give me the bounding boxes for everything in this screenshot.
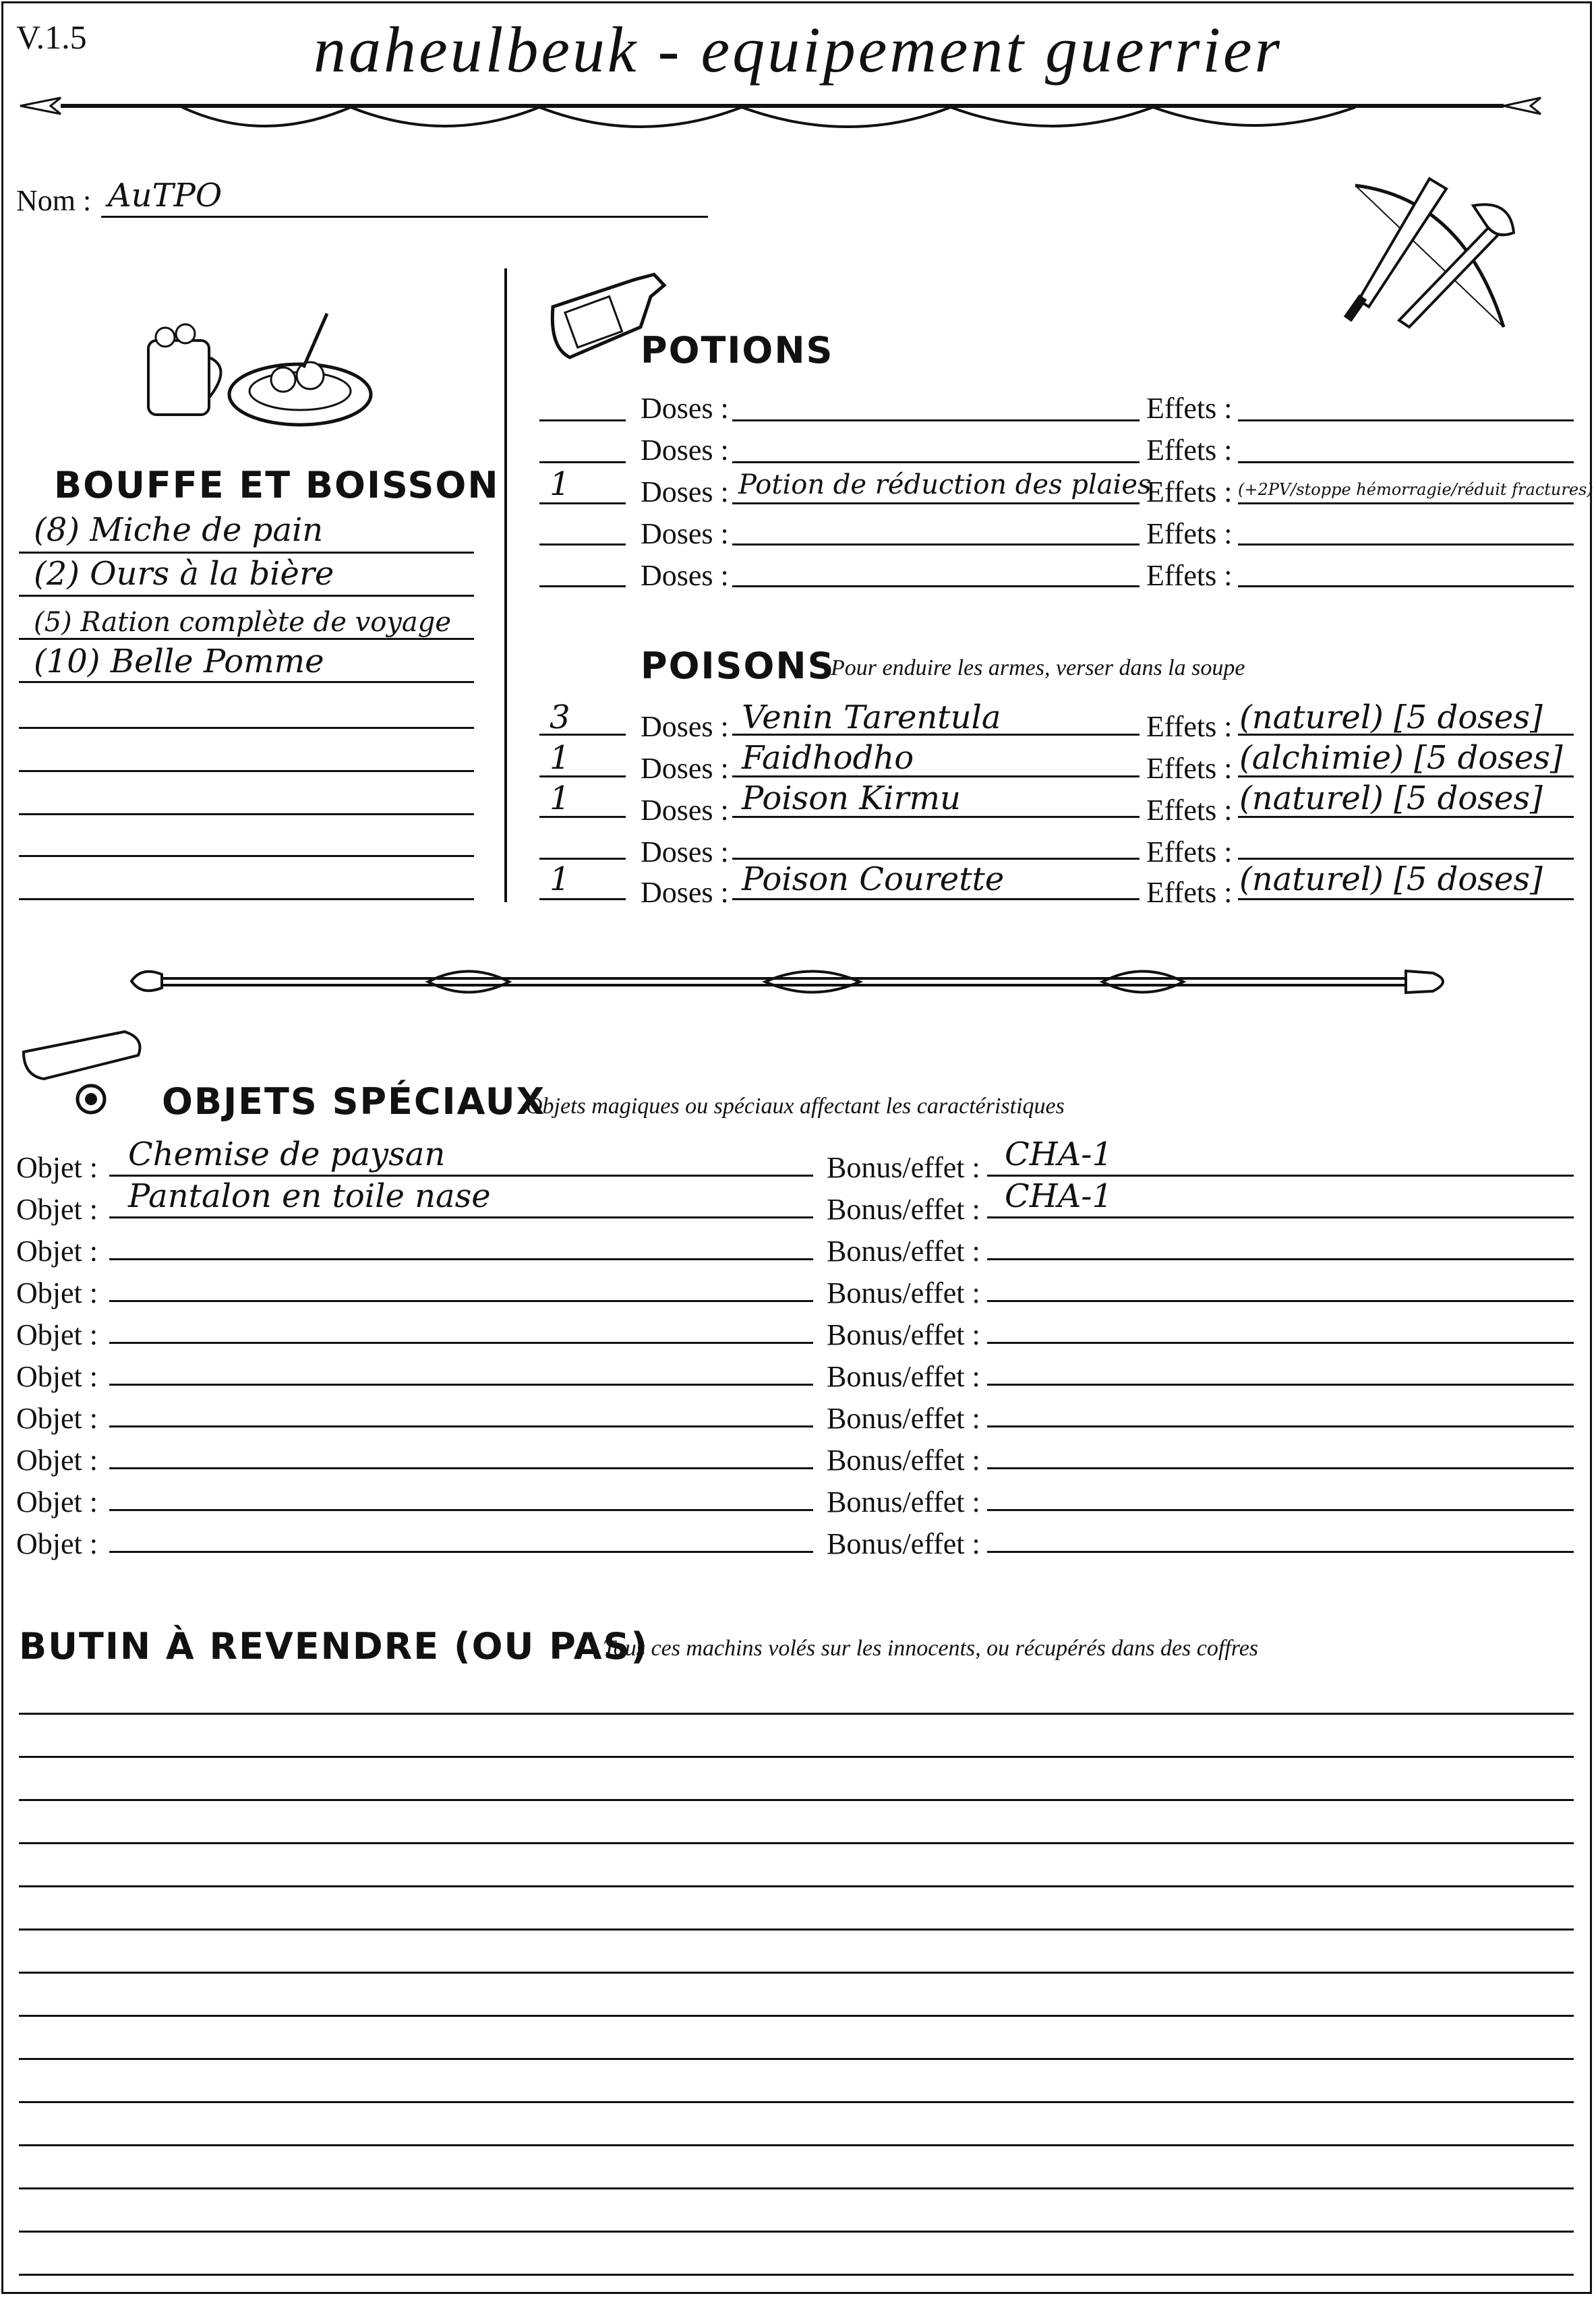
- butin-line[interactable]: [19, 2101, 1574, 2103]
- objet-name-line: [109, 1384, 813, 1386]
- poison-name-line: [732, 898, 1140, 900]
- objet-name-line: [109, 1551, 813, 1553]
- potion-effect-line: [1238, 461, 1574, 463]
- objet-name-line: [109, 1216, 813, 1218]
- butin-line[interactable]: [19, 2058, 1574, 2060]
- poison-qty[interactable]: 3: [550, 699, 570, 736]
- objet-label: Objet :: [16, 1527, 98, 1560]
- butin-line[interactable]: [19, 1842, 1574, 1844]
- bonus-label: Bonus/effet :: [827, 1485, 980, 1519]
- poison-effect-line: [1238, 816, 1574, 818]
- page-title: naheulbeuk - equipement guerrier: [314, 13, 1282, 86]
- poison-qty[interactable]: 1: [550, 779, 570, 817]
- staff-divider-icon: [125, 954, 1473, 1008]
- potion-name[interactable]: Potion de réduction des plaies: [738, 469, 1152, 500]
- poison-doses-label: Doses :: [641, 876, 729, 909]
- column-divider: [504, 268, 507, 902]
- poison-name-line: [732, 775, 1140, 777]
- butin-line[interactable]: [19, 1972, 1574, 1974]
- potion-effect-line: [1238, 585, 1574, 587]
- objet-bonus-line: [987, 1175, 1574, 1177]
- poison-effets-label: Effets :: [1146, 710, 1233, 743]
- potion-name-line: [732, 461, 1140, 463]
- poison-name-line: [732, 816, 1140, 818]
- potion-doses-label: Doses :: [641, 559, 729, 592]
- objets-title: OBJETS SPÉCIAUX: [162, 1080, 546, 1123]
- poison-effets-label: Effets :: [1146, 794, 1233, 827]
- bouffe-line: [19, 681, 474, 683]
- objet-name-line: [109, 1467, 813, 1469]
- potion-name-line: [732, 585, 1140, 587]
- potion-doses-label: Doses :: [641, 392, 729, 425]
- poison-effect[interactable]: (naturel) [5 doses]: [1239, 779, 1543, 817]
- potion-effect[interactable]: (+2PV/stoppe hémorragie/réduit fractures): [1238, 480, 1593, 499]
- potion-qty-line: [539, 461, 626, 463]
- objet-label: Objet :: [16, 1485, 98, 1519]
- objets-subtitle: Objets magiques ou spéciaux affectant les caractéristiques: [526, 1094, 1065, 1119]
- potion-doses-label: Doses :: [641, 475, 729, 508]
- potion-effets-label: Effets :: [1146, 434, 1233, 467]
- poison-qty[interactable]: 1: [550, 860, 570, 898]
- poison-effect-line: [1238, 858, 1574, 860]
- bouffe-item[interactable]: (2) Ours à la bière: [34, 555, 334, 593]
- poison-name[interactable]: Poison Kirmu: [742, 779, 961, 817]
- nom-label: Nom :: [16, 184, 92, 217]
- butin-line[interactable]: [19, 1799, 1574, 1801]
- poison-effect-line: [1238, 734, 1574, 736]
- poison-name[interactable]: Venin Tarentula: [742, 699, 1001, 736]
- potion-qty-line: [539, 543, 626, 546]
- objet-bonus-line: [987, 1384, 1574, 1386]
- butin-line[interactable]: [19, 2187, 1574, 2189]
- potion-doses-label: Doses :: [641, 434, 729, 467]
- poison-effect[interactable]: (alchimie) [5 doses]: [1239, 739, 1563, 777]
- bouffe-item[interactable]: (5) Ration complète de voyage: [34, 607, 452, 638]
- poison-name-line: [732, 734, 1140, 736]
- potion-name-line: [732, 419, 1140, 421]
- potion-effect-line: [1238, 543, 1574, 546]
- bonus-label: Bonus/effet :: [827, 1151, 980, 1184]
- potion-name-line: [732, 502, 1140, 504]
- potion-qty-line: [539, 419, 626, 421]
- poison-effect-line: [1238, 898, 1574, 900]
- bonus-label: Bonus/effet :: [827, 1276, 980, 1309]
- poison-effets-label: Effets :: [1146, 876, 1233, 909]
- objet-label: Objet :: [16, 1318, 98, 1351]
- objet-name[interactable]: Pantalon en toile nase: [128, 1177, 491, 1215]
- poison-effect[interactable]: (naturel) [5 doses]: [1239, 699, 1543, 736]
- food-plate-icon: [138, 300, 374, 435]
- poison-effets-label: Effets :: [1146, 752, 1233, 785]
- poison-effect[interactable]: (naturel) [5 doses]: [1239, 860, 1543, 898]
- bonus-label: Bonus/effet :: [827, 1527, 980, 1560]
- butin-line[interactable]: [19, 2231, 1574, 2233]
- poison-qty-line: [539, 858, 626, 860]
- bouffe-item[interactable]: (8) Miche de pain: [34, 511, 324, 549]
- bonus-label: Bonus/effet :: [827, 1402, 980, 1435]
- objet-label: Objet :: [16, 1193, 98, 1226]
- bouffe-line: [19, 898, 474, 900]
- objet-bonus[interactable]: CHA-1: [1005, 1136, 1113, 1173]
- butin-title: BUTIN À REVENDRE (OU PAS): [19, 1625, 649, 1668]
- bonus-label: Bonus/effet :: [827, 1235, 980, 1268]
- poisons-title: POISONS: [641, 645, 835, 687]
- poison-effect-line: [1238, 775, 1574, 777]
- bouffe-title: BOUFFE ET BOISSON: [54, 464, 500, 506]
- poison-qty-line: [539, 734, 626, 736]
- objet-label: Objet :: [16, 1402, 98, 1435]
- scroll-ring-icon: [17, 1025, 152, 1126]
- potion-effets-label: Effets :: [1146, 392, 1233, 425]
- butin-line[interactable]: [19, 1756, 1574, 1758]
- poison-effets-label: Effets :: [1146, 835, 1233, 868]
- butin-line[interactable]: [19, 1713, 1574, 1715]
- poison-doses-label: Doses :: [641, 794, 729, 827]
- objet-bonus-line: [987, 1551, 1574, 1553]
- bouffe-line: [19, 855, 474, 857]
- bouffe-line: [19, 770, 474, 772]
- objet-bonus-line: [987, 1342, 1574, 1344]
- poison-doses-label: Doses :: [641, 835, 729, 868]
- version-label: V.1.5: [16, 18, 87, 56]
- objet-bonus-line: [987, 1467, 1574, 1469]
- butin-subtitle: Tous ces machins volés sur les innocents, ou récupérés dans des coffres: [603, 1636, 1259, 1661]
- potion-qty[interactable]: 1: [550, 465, 570, 503]
- butin-line[interactable]: [19, 2274, 1574, 2276]
- potion-effets-label: Effets :: [1146, 559, 1233, 592]
- objet-bonus-line: [987, 1258, 1574, 1260]
- poison-qty-line: [539, 775, 626, 777]
- objet-name[interactable]: Chemise de paysan: [128, 1136, 446, 1173]
- objet-name-line: [109, 1509, 813, 1511]
- potions-title: POTIONS: [641, 329, 834, 372]
- objet-bonus-line: [987, 1300, 1574, 1302]
- objet-name-line: [109, 1175, 813, 1177]
- bonus-label: Bonus/effet :: [827, 1193, 980, 1226]
- poison-name-line: [732, 858, 1140, 860]
- potion-effect-line: [1238, 419, 1574, 421]
- potion-qty-line: [539, 502, 626, 504]
- bouffe-item[interactable]: (10) Belle Pomme: [34, 643, 324, 680]
- objet-name-line: [109, 1258, 813, 1260]
- poison-doses-label: Doses :: [641, 752, 729, 785]
- objet-bonus-line: [987, 1509, 1574, 1511]
- potion-qty-line: [539, 585, 626, 587]
- butin-line[interactable]: [19, 2144, 1574, 2146]
- bouffe-line: [19, 813, 474, 815]
- potion-doses-label: Doses :: [641, 517, 729, 550]
- poison-qty[interactable]: 1: [550, 739, 570, 777]
- objet-label: Objet :: [16, 1276, 98, 1309]
- poison-qty-line: [539, 898, 626, 900]
- objet-name-line: [109, 1300, 813, 1302]
- potion-effets-label: Effets :: [1146, 475, 1233, 508]
- poison-qty-line: [539, 816, 626, 818]
- butin-line[interactable]: [19, 1885, 1574, 1887]
- potion-name-line: [732, 543, 1140, 546]
- poison-doses-label: Doses :: [641, 710, 729, 743]
- bouffe-line: [19, 638, 474, 640]
- butin-line[interactable]: [19, 1928, 1574, 1931]
- crossed-weapons-icon: [1328, 158, 1524, 347]
- objet-bonus[interactable]: CHA-1: [1005, 1177, 1113, 1215]
- bonus-label: Bonus/effet :: [827, 1444, 980, 1477]
- bonus-label: Bonus/effet :: [827, 1360, 980, 1393]
- bouffe-line: [19, 552, 474, 554]
- objet-label: Objet :: [16, 1360, 98, 1393]
- objet-name-line: [109, 1342, 813, 1344]
- objet-bonus-line: [987, 1425, 1574, 1427]
- nom-line: [101, 216, 708, 218]
- objet-label: Objet :: [16, 1444, 98, 1477]
- objet-bonus-line: [987, 1216, 1574, 1218]
- objet-label: Objet :: [16, 1151, 98, 1184]
- bonus-label: Bonus/effet :: [827, 1318, 980, 1351]
- spear-divider-icon: [13, 84, 1544, 145]
- bouffe-line: [19, 595, 474, 597]
- butin-line[interactable]: [19, 2015, 1574, 2017]
- poison-name[interactable]: Poison Courette: [742, 860, 1005, 898]
- potion-effect-line: [1238, 502, 1574, 504]
- objet-name-line: [109, 1425, 813, 1427]
- nom-value[interactable]: AuTPO: [108, 177, 223, 214]
- potion-effets-label: Effets :: [1146, 517, 1233, 550]
- poisons-subtitle: Pour enduire les armes, verser dans la soupe: [831, 655, 1245, 680]
- objet-label: Objet :: [16, 1235, 98, 1268]
- bouffe-line: [19, 727, 474, 729]
- poison-name[interactable]: Faidhodho: [742, 739, 914, 777]
